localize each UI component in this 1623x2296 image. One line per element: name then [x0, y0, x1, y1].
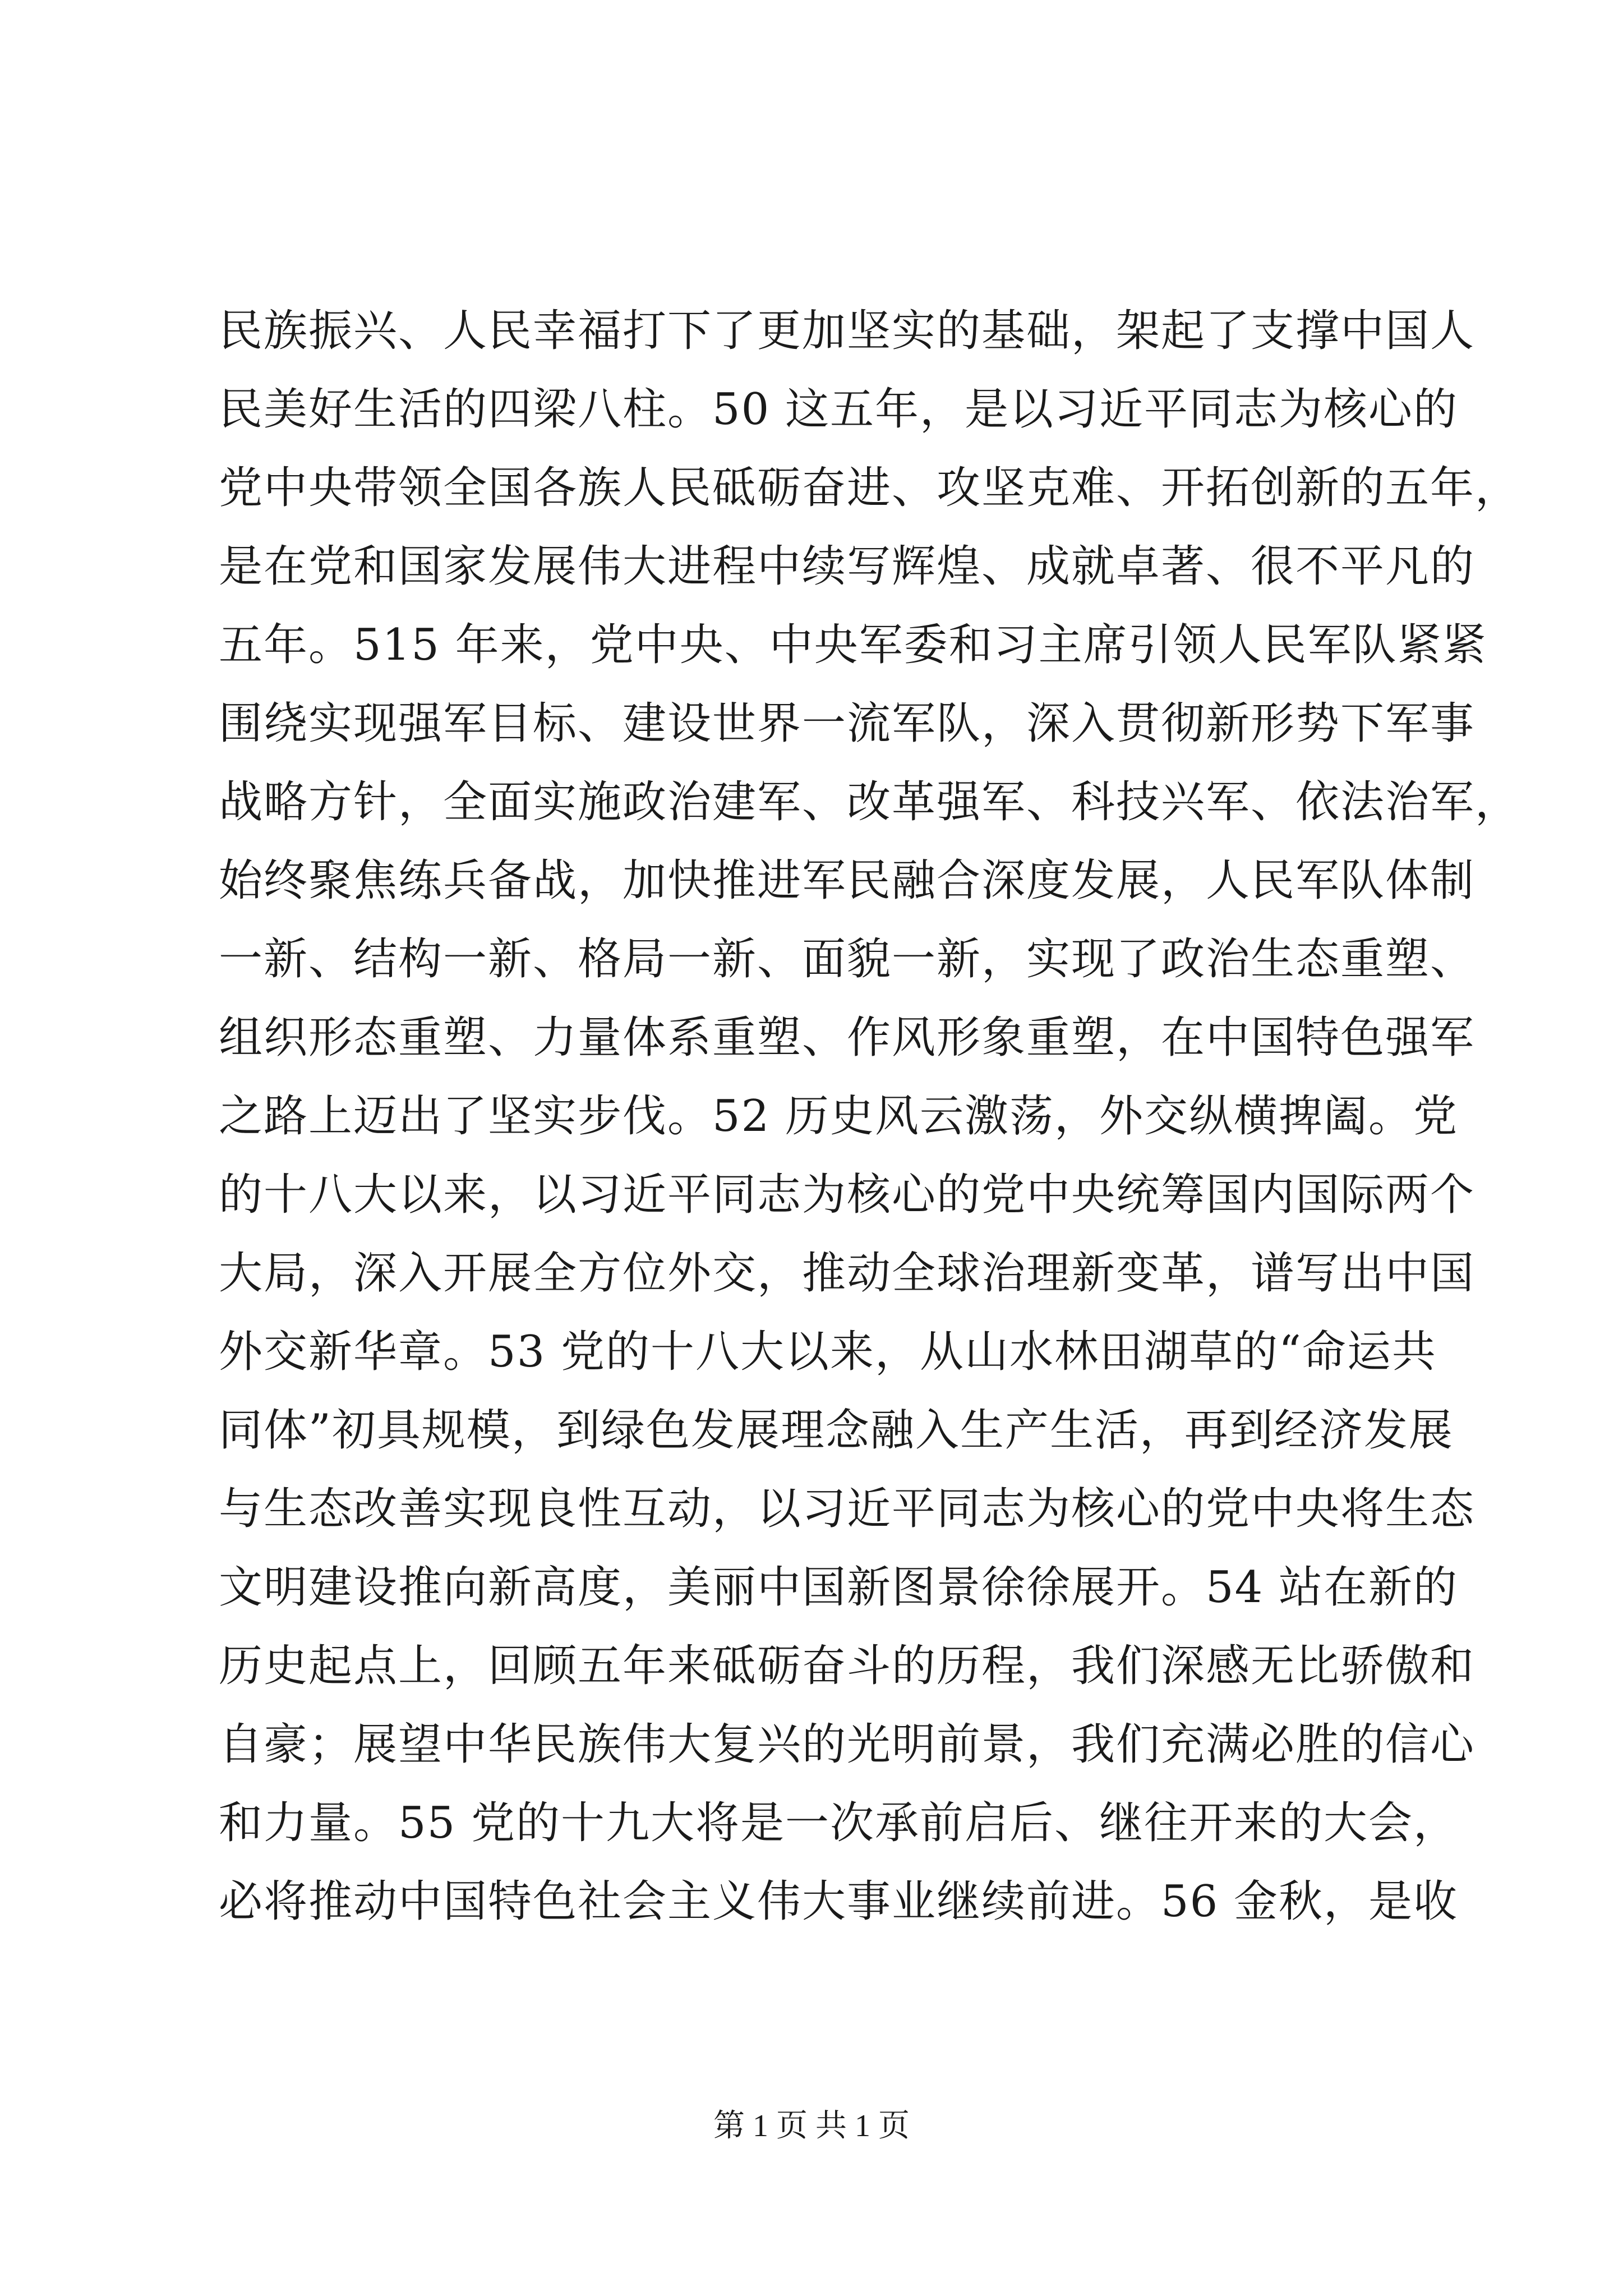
text-line: 同体”初具规模，到绿色发展理念融入生产生活，再到经济发展	[219, 1405, 1454, 1456]
text-line: 必将推动中国特色社会主义伟大事业继续前进。56 金秋，是收	[219, 1876, 1459, 1927]
page-number-label: 第 1 页 共 1 页	[713, 2109, 910, 2143]
text-line: 民族振兴、人民幸福打下了更加坚实的基础，架起了支撑中国人	[219, 306, 1476, 356]
text-line: 大局，深入开展全方位外交，推动全球治理新变革，谱写出中国	[219, 1248, 1476, 1299]
text-line: 是在党和国家发展伟大进程中续写辉煌、成就卓著、很不平凡的	[219, 541, 1476, 592]
text-line: 文明建设推向新高度，美丽中国新图景徐徐展开。54 站在新的	[219, 1562, 1459, 1613]
text-line: 战略方针，全面实施政治建军、改革强军、科技兴军、依法治军，	[219, 777, 1520, 827]
text-line: 组织形态重塑、力量体系重塑、作风形象重塑，在中国特色强军	[219, 1013, 1476, 1063]
page-footer	[0, 2101, 1623, 2146]
text-line: 民美好生活的四梁八柱。50 这五年，是以习近平同志为核心的	[219, 384, 1459, 435]
text-line: 与生态改善实现良性互动，以习近平同志为核心的党中央将生态	[219, 1484, 1476, 1534]
text-line: 党中央带领全国各族人民砥砺奋进、攻坚克难、开拓创新的五年，	[219, 463, 1520, 513]
text-line: 一新、结构一新、格局一新、面貌一新，实现了政治生态重塑、	[219, 934, 1476, 984]
text-line: 围绕实现强军目标、建设世界一流军队，深入贯彻新形势下军事	[219, 698, 1476, 749]
text-line: 外交新华章。53 党的十八大以来，从山水林田湖草的“命运共	[219, 1327, 1437, 1377]
body-text	[219, 292, 1520, 1941]
text-line: 历史起点上，回顾五年来砥砺奋斗的历程，我们深感无比骄傲和	[219, 1641, 1476, 1691]
text-line: 始终聚焦练兵备战，加快推进军民融合深度发展，人民军队体制	[219, 855, 1476, 906]
text-line: 的十八大以来，以习近平同志为核心的党中央统筹国内国际两个	[219, 1170, 1476, 1220]
text-line: 之路上迈出了坚实步伐。52 历史风云激荡，外交纵横捭阖。党	[219, 1091, 1459, 1142]
text-line: 自豪；展望中华民族伟大复兴的光明前景，我们充满必胜的信心	[219, 1719, 1476, 1770]
text-line: 五年。515 年来，党中央、中央军委和习主席引领人民军队紧紧	[219, 620, 1487, 670]
text-line: 和力量。55 党的十九大将是一次承前启后、继往开来的大会，	[219, 1798, 1459, 1848]
